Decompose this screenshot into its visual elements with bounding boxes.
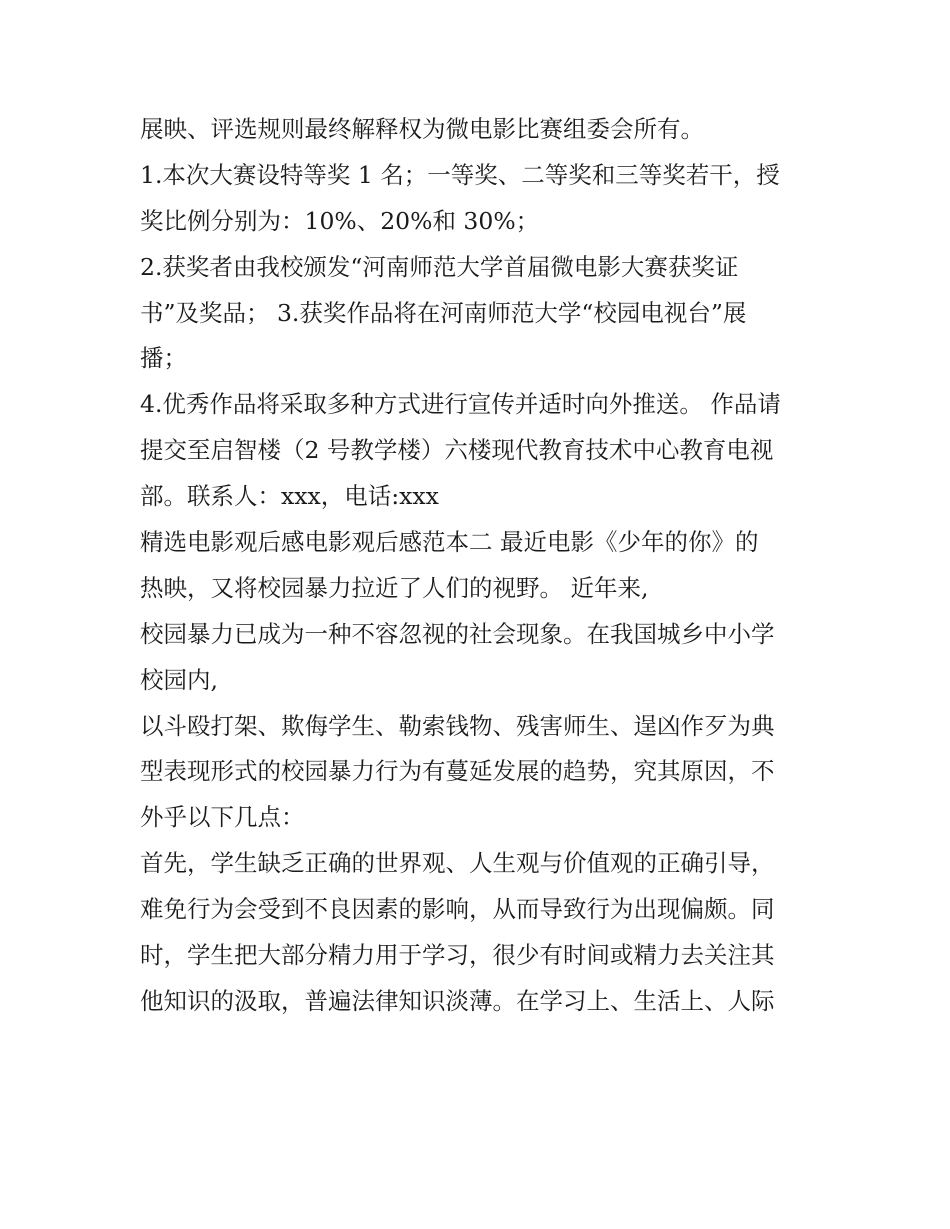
text-line: 热映，又将校园暴力拉近了人们的视野。 近年来, bbox=[140, 573, 649, 602]
text-line: 以斗殴打架、欺侮学生、勒索钱物、残害师生、逞凶作歹为典 bbox=[140, 711, 775, 740]
document-body bbox=[140, 107, 820, 1025]
text-line: 展映、评选规则最终解释权为微电影比赛组委会所有。 bbox=[140, 115, 704, 143]
text-line: 时，学生把大部分精力用于学习，很少有时间或精力去关注其 bbox=[140, 941, 775, 970]
text-line: 精选电影观后感电影观后感范本二 最近电影《少年的你》的 bbox=[140, 528, 759, 557]
text-line: 4.优秀作品将采取多种方式进行宣传并适时向外推送。 作品请 bbox=[140, 390, 781, 419]
text-line: 1.本次大赛设特等奖 1 名；一等奖、二等奖和三等奖若干，授 bbox=[140, 160, 780, 189]
text-line: 校园暴力已成为一种不容忽视的社会现象。在我国城乡中小学 bbox=[140, 619, 775, 648]
text-line: 奖比例分别为：10%、20%和 30%； bbox=[140, 206, 540, 235]
text-line: 部。联系人：xxx，电话:xxx bbox=[140, 482, 439, 511]
text-line: 外乎以下几点： bbox=[140, 803, 305, 832]
text-line: 难免行为会受到不良因素的影响，从而导致行为出现偏颇。同 bbox=[140, 895, 775, 924]
text-line: 他知识的汲取，普遍法律知识淡薄。在学习上、生活上、人际 bbox=[140, 986, 775, 1015]
text-line: 型表现形式的校园暴力行为有蔓延发展的趋势，究其原因，不 bbox=[140, 757, 775, 786]
text-line: 校园内, bbox=[140, 665, 218, 694]
text-line: 书”及奖品； 3.获奖作品将在河南师范大学“校园电视台”展 bbox=[140, 298, 747, 327]
text-line: 首先，学生缺乏正确的世界观、人生观与价值观的正确引导， bbox=[140, 849, 775, 878]
text-line: 播； bbox=[140, 344, 187, 373]
text-line: 提交至启智楼（2 号教学楼）六楼现代教育技术中心教育电视 bbox=[140, 436, 774, 465]
text-line: 2.获奖者由我校颁发“河南师范大学首届微电影大赛获奖证 bbox=[140, 252, 739, 281]
